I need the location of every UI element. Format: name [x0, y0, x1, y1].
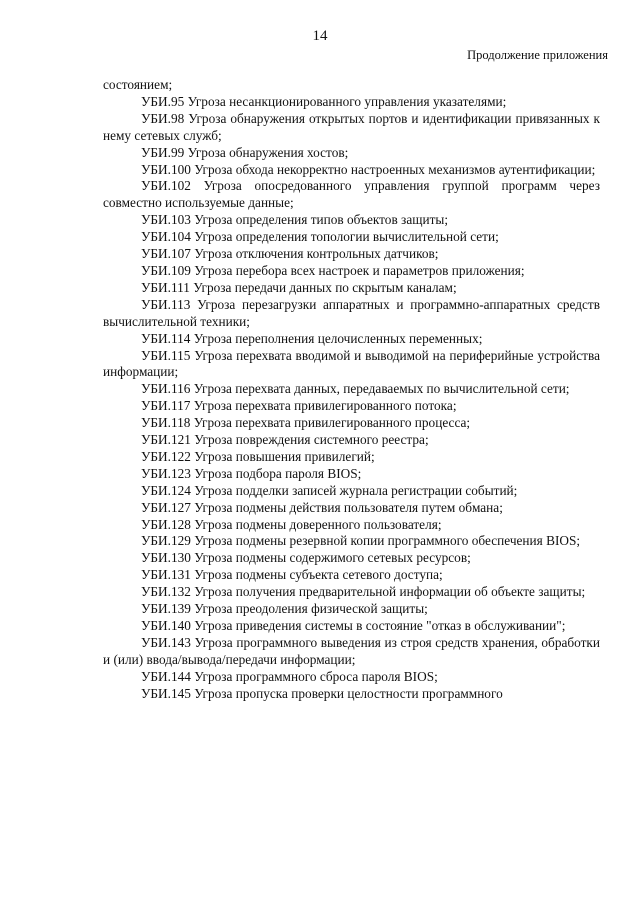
paragraph: УБИ.111 Угроза передачи данных по скрытым каналам;: [141, 279, 457, 295]
paragraph: УБИ.129 Угроза подмены резервной копии программного обеспечения BIOS;: [141, 533, 581, 549]
paragraph: УБИ.143 Угроза программного выведения из строя средств хранения, обработки и (или) ввода/вывода/передачи информации;: [103, 634, 600, 667]
paragraph: УБИ.132 Угроза получения предварительной информации об объекте защиты;: [141, 584, 586, 600]
paragraph: УБИ.99 Угроза обнаружения хостов;: [141, 144, 349, 160]
document-body: [103, 77, 600, 703]
paragraph: УБИ.107 Угроза отключения контрольных датчиков;: [141, 246, 439, 262]
paragraph: УБИ.95 Угроза несанкционированного управления указателями;: [141, 93, 507, 109]
paragraph: УБИ.109 Угроза перебора всех настроек и параметров приложения;: [141, 262, 525, 278]
continuation-label: Продолжение приложения: [467, 48, 608, 62]
paragraph: УБИ.115 Угроза перехвата вводимой и выводимой на периферийные устройства информации;: [103, 347, 600, 380]
paragraph: УБИ.122 Угроза повышения привилегий;: [141, 448, 375, 464]
paragraph: УБИ.100 Угроза обхода некорректно настроенных механизмов аутентификации;: [141, 161, 596, 177]
paragraph: УБИ.98 Угроза обнаружения открытых портов и идентификации привязанных к нему сетевых служб;: [103, 110, 600, 143]
paragraph: УБИ.117 Угроза перехвата привилегированного потока;: [141, 398, 457, 414]
paragraph: УБИ.139 Угроза преодоления физической защиты;: [141, 601, 428, 617]
paragraph: УБИ.131 Угроза подмены субъекта сетевого доступа;: [141, 567, 443, 583]
paragraph: УБИ.127 Угроза подмены действия пользователя путем обмана;: [141, 499, 503, 515]
paragraph: УБИ.113 Угроза перезагрузки аппаратных и программно-аппаратных средств вычислительной техники;: [103, 296, 600, 329]
paragraph: УБИ.118 Угроза перехвата привилегированного процесса;: [141, 415, 471, 431]
paragraph: УБИ.116 Угроза перехвата данных, передаваемых по вычислительной сети;: [141, 381, 570, 397]
paragraph: УБИ.103 Угроза определения типов объектов защиты;: [141, 212, 449, 228]
paragraph: УБИ.145 Угроза пропуска проверки целостности программного: [141, 685, 503, 701]
paragraph: УБИ.104 Угроза определения топологии вычислительной сети;: [141, 229, 499, 245]
paragraph: УБИ.121 Угроза повреждения системного реестра;: [141, 432, 429, 448]
paragraph: УБИ.128 Угроза подмены доверенного пользователя;: [141, 516, 442, 532]
paragraph: УБИ.102 Угроза опосредованного управления группой программ через совместно используемые данные;: [103, 178, 600, 211]
paragraph: УБИ.114 Угроза переполнения целочисленных переменных;: [141, 330, 483, 346]
paragraph: УБИ.140 Угроза приведения системы в состояние "отказ в обслуживании";: [141, 618, 566, 633]
paragraph: УБИ.144 Угроза программного сброса пароля BIOS;: [141, 668, 438, 684]
paragraph: УБИ.124 Угроза подделки записей журнала регистрации событий;: [141, 482, 518, 498]
page-number: 14: [312, 28, 328, 44]
paragraph: УБИ.123 Угроза подбора пароля BIOS;: [141, 465, 362, 481]
paragraph: состоянием;: [103, 77, 173, 92]
paragraph: УБИ.130 Угроза подмены содержимого сетевых ресурсов;: [141, 550, 471, 566]
